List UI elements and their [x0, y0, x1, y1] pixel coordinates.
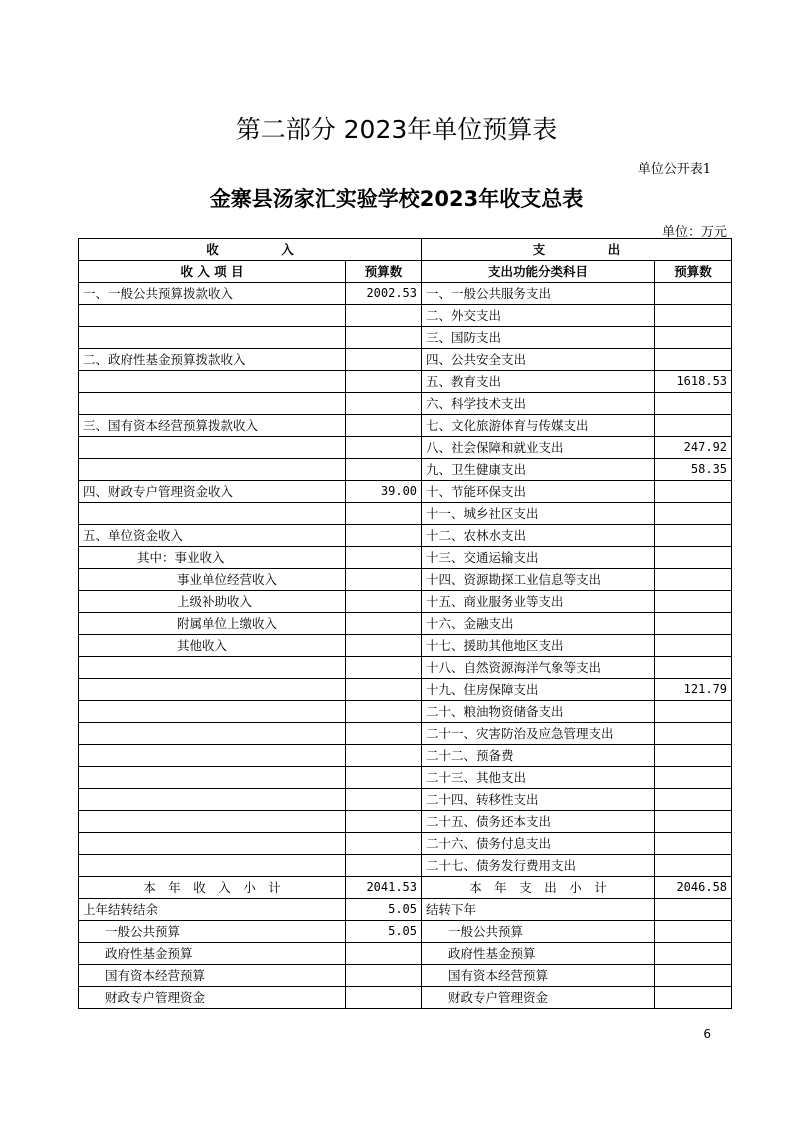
expense-item: 十五、商业服务业等支出: [422, 591, 655, 613]
income-item: 三、国有资本经营预算拨款收入: [79, 415, 346, 437]
expense-amount: [655, 767, 732, 789]
income-amount: [346, 679, 422, 701]
table-title: 金寨县汤家汇实验学校2023年收支总表: [209, 187, 584, 211]
expense-amount: [655, 415, 732, 437]
expense-item: 二十六、债务付息支出: [422, 833, 655, 855]
income-item: [79, 503, 346, 525]
table-row: [79, 459, 732, 481]
expense-amount: [655, 349, 732, 371]
expense-subtotal-amount: 2046.58: [655, 877, 732, 899]
expense-item: 十、节能环保支出: [422, 481, 655, 503]
expense-amount: [655, 283, 732, 305]
income-amount: [346, 305, 422, 327]
table-row: [79, 393, 732, 415]
income-amount: [346, 393, 422, 415]
expense-amount: [655, 657, 732, 679]
carry-income-amount: 5.05: [346, 899, 422, 921]
income-amount: [346, 811, 422, 833]
table-row: [79, 415, 732, 437]
table-row: [79, 437, 732, 459]
table-row: [79, 657, 732, 679]
carry-expense-item: 财政专户管理资金: [422, 987, 655, 1009]
expense-item: 八、社会保障和就业支出: [422, 437, 655, 459]
carry-expense-amount: [655, 987, 732, 1009]
table-row: [79, 723, 732, 745]
expense-amount: 58.35: [655, 459, 732, 481]
expense-item: 二十、粮油物资储备支出: [422, 701, 655, 723]
carry-row: [79, 899, 732, 921]
income-subtotal-amount: 2041.53: [346, 877, 422, 899]
expense-item: 十八、自然资源海洋气象等支出: [422, 657, 655, 679]
expense-item: 二十七、债务发行费用支出: [422, 855, 655, 877]
income-item: [79, 833, 346, 855]
income-item: 四、财政专户管理资金收入: [79, 481, 346, 503]
table-row: [79, 569, 732, 591]
income-amount: [346, 657, 422, 679]
page-number: 6: [703, 1027, 711, 1041]
expense-item: 十一、城乡社区支出: [422, 503, 655, 525]
income-amount: [346, 833, 422, 855]
table-row: [79, 547, 732, 569]
expense-amount: [655, 591, 732, 613]
table-row: [79, 789, 732, 811]
expense-amount: [655, 481, 732, 503]
expense-amount: [655, 569, 732, 591]
expense-amount: [655, 547, 732, 569]
expense-amount: [655, 327, 732, 349]
income-item: [79, 855, 346, 877]
income-amount: [346, 437, 422, 459]
carry-row: [79, 943, 732, 965]
table-row: [79, 305, 732, 327]
carry-expense-item: 结转下年: [422, 899, 655, 921]
income-subtotal-label: 本 年 收 入 小 计: [79, 877, 346, 899]
income-item: 附属单位上缴收入: [79, 613, 346, 635]
income-item-header: 收 入 项 目: [79, 261, 346, 283]
expense-item: 十二、农林水支出: [422, 525, 655, 547]
income-amount: [346, 855, 422, 877]
income-amount: 39.00: [346, 481, 422, 503]
expense-item: 十六、金融支出: [422, 613, 655, 635]
income-amount-header: 预算数: [346, 261, 422, 283]
expense-amount: 121.79: [655, 679, 732, 701]
income-amount: [346, 349, 422, 371]
income-amount: [346, 701, 422, 723]
table-row: [79, 811, 732, 833]
income-item: [79, 437, 346, 459]
expense-item: 二十一、灾害防治及应急管理支出: [422, 723, 655, 745]
expense-amount: [655, 613, 732, 635]
table-row: [79, 679, 732, 701]
expense-amount: [655, 701, 732, 723]
carry-income-item: 财政专户管理资金: [79, 987, 346, 1009]
table-row: [79, 767, 732, 789]
income-item: 其他收入: [79, 635, 346, 657]
expense-subtotal-label: 本 年 支 出 小 计: [422, 877, 655, 899]
expense-amount: [655, 525, 732, 547]
expense-item: 二十二、预备费: [422, 745, 655, 767]
carry-expense-amount: [655, 899, 732, 921]
income-item: 事业单位经营收入: [79, 569, 346, 591]
expense-amount: [655, 811, 732, 833]
table-row: [79, 371, 732, 393]
income-item: [79, 327, 346, 349]
income-header: 收 入: [79, 239, 422, 261]
carry-income-amount: 5.05: [346, 921, 422, 943]
income-item: 一、一般公共预算拨款收入: [79, 283, 346, 305]
table-row: [79, 591, 732, 613]
expense-item: 十九、住房保障支出: [422, 679, 655, 701]
income-amount: [346, 613, 422, 635]
income-amount: [346, 789, 422, 811]
table-row: [79, 855, 732, 877]
expense-amount: [655, 305, 732, 327]
income-amount: [346, 525, 422, 547]
expense-item: 三、国防支出: [422, 327, 655, 349]
carry-income-amount: [346, 965, 422, 987]
income-amount: [346, 569, 422, 591]
expense-amount: 247.92: [655, 437, 732, 459]
expense-amount: [655, 393, 732, 415]
expense-item: 一、一般公共服务支出: [422, 283, 655, 305]
expense-amount: [655, 635, 732, 657]
expense-amount: [655, 745, 732, 767]
table-row: [79, 833, 732, 855]
income-amount: [346, 767, 422, 789]
carry-income-item: 国有资本经营预算: [79, 965, 346, 987]
header-row-2: [79, 261, 732, 283]
expense-amount: [655, 833, 732, 855]
carry-income-item: 上年结转结余: [79, 899, 346, 921]
carry-expense-item: 政府性基金预算: [422, 943, 655, 965]
expense-item: 十四、资源勘探工业信息等支出: [422, 569, 655, 591]
table-row: [79, 349, 732, 371]
expense-amount: 1618.53: [655, 371, 732, 393]
table-row: [79, 745, 732, 767]
expense-item: 九、卫生健康支出: [422, 459, 655, 481]
expense-item: 二十五、债务还本支出: [422, 811, 655, 833]
expense-amount: [655, 855, 732, 877]
carry-income-amount: [346, 943, 422, 965]
carry-expense-amount: [655, 965, 732, 987]
income-item: [79, 679, 346, 701]
expense-item: 二、外交支出: [422, 305, 655, 327]
income-item: [79, 305, 346, 327]
table-row: [79, 635, 732, 657]
carry-row: [79, 965, 732, 987]
expense-item: 二十四、转移性支出: [422, 789, 655, 811]
carry-income-item: 政府性基金预算: [79, 943, 346, 965]
income-item: 上级补助收入: [79, 591, 346, 613]
income-amount: [346, 547, 422, 569]
table-row: [79, 327, 732, 349]
expense-amount: [655, 723, 732, 745]
unit-label: 单位：万元: [661, 225, 727, 240]
income-amount: [346, 371, 422, 393]
carry-row: [79, 921, 732, 943]
income-item: 二、政府性基金预算拨款收入: [79, 349, 346, 371]
carry-income-amount: [346, 987, 422, 1009]
income-item: [79, 371, 346, 393]
income-item: [79, 767, 346, 789]
income-item: [79, 701, 346, 723]
expense-item: 四、公共安全支出: [422, 349, 655, 371]
carry-row: [79, 987, 732, 1009]
expense-item: 七、文化旅游体育与传媒支出: [422, 415, 655, 437]
income-amount: [346, 745, 422, 767]
income-item: 其中：事业收入: [79, 547, 346, 569]
carry-expense-item: 一般公共预算: [422, 921, 655, 943]
expense-amount: [655, 789, 732, 811]
income-amount: 2002.53: [346, 283, 422, 305]
income-item: [79, 745, 346, 767]
table-row: [79, 283, 732, 305]
expense-item: 二十三、其他支出: [422, 767, 655, 789]
table-row: [79, 481, 732, 503]
carry-expense-amount: [655, 943, 732, 965]
income-amount: [346, 591, 422, 613]
budget-table: [78, 238, 732, 1009]
carry-expense-amount: [655, 921, 732, 943]
income-item: [79, 657, 346, 679]
income-item: [79, 789, 346, 811]
table-row: [79, 701, 732, 723]
form-number: 单位公开表1: [637, 162, 711, 177]
income-amount: [346, 635, 422, 657]
income-amount: [346, 459, 422, 481]
income-item: [79, 393, 346, 415]
expense-item: 十三、交通运输支出: [422, 547, 655, 569]
expense-header: 支 出: [422, 239, 732, 261]
income-item: [79, 723, 346, 745]
carry-income-item: 一般公共预算: [79, 921, 346, 943]
income-item: [79, 811, 346, 833]
expense-item-header: 支出功能分类科目: [422, 261, 655, 283]
header-row-1: [79, 239, 732, 261]
table-row: [79, 613, 732, 635]
expense-amount: [655, 503, 732, 525]
income-amount: [346, 503, 422, 525]
table-row: [79, 525, 732, 547]
expense-item: 五、教育支出: [422, 371, 655, 393]
part-title: 第二部分 2023年单位预算表: [235, 115, 558, 144]
expense-item: 六、科学技术支出: [422, 393, 655, 415]
income-amount: [346, 415, 422, 437]
table-row: [79, 503, 732, 525]
carry-expense-item: 国有资本经营预算: [422, 965, 655, 987]
income-item: 五、单位资金收入: [79, 525, 346, 547]
income-amount: [346, 327, 422, 349]
expense-amount-header: 预算数: [655, 261, 732, 283]
subtotal-row: [79, 877, 732, 899]
income-amount: [346, 723, 422, 745]
income-item: [79, 459, 346, 481]
expense-item: 十七、援助其他地区支出: [422, 635, 655, 657]
